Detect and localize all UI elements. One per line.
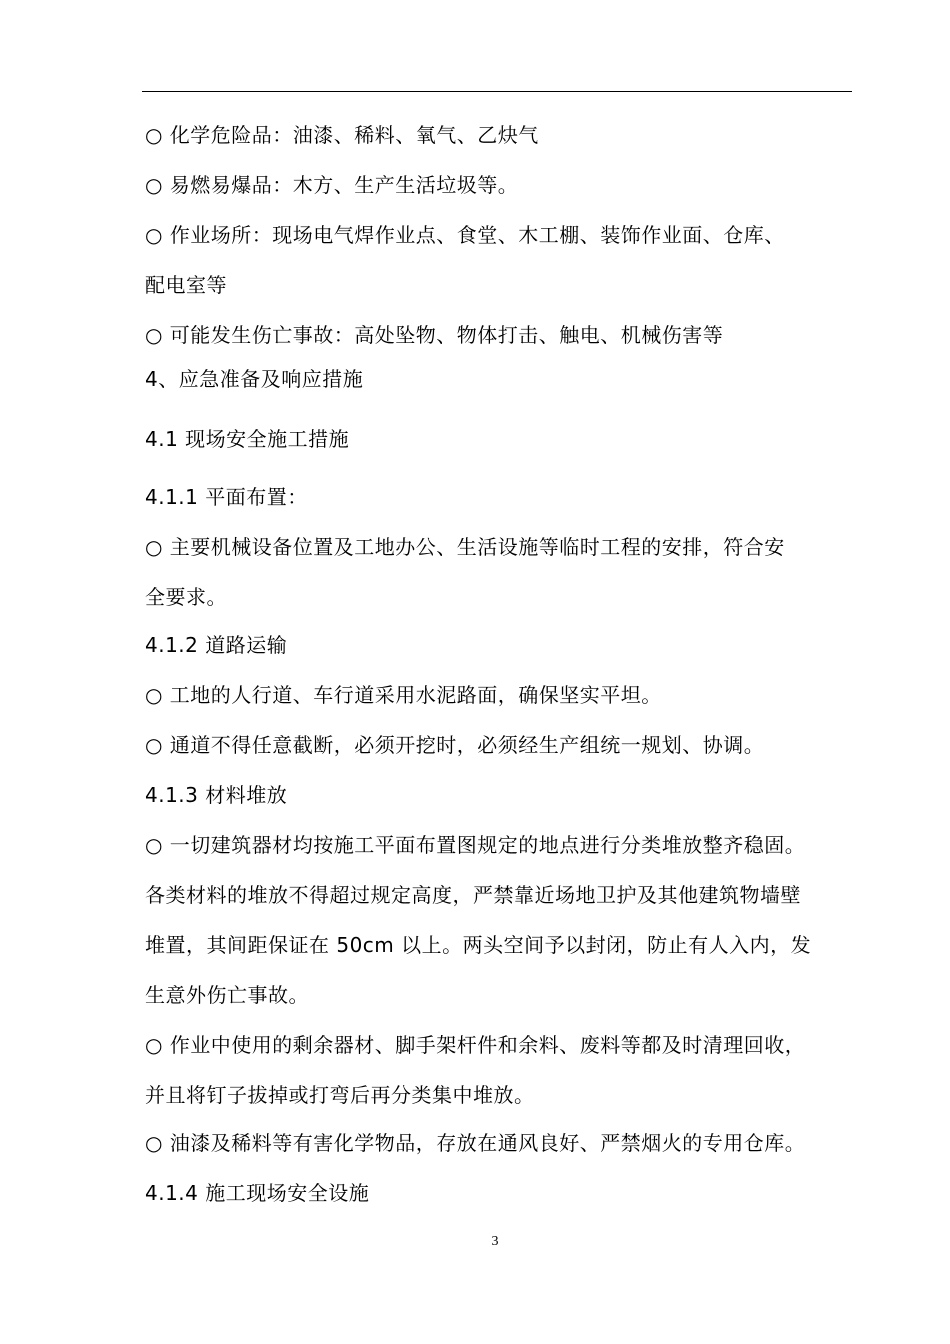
- text-line: 生意外伤亡事故。: [145, 983, 309, 1007]
- text-line: ○ 作业中使用的剩余器材、脚手架杆件和余料、废料等都及时清理回收，: [145, 1033, 806, 1057]
- section-heading: 4、应急准备及响应措施: [145, 367, 364, 391]
- text-line: ○ 可能发生伤亡事故：高处坠物、物体打击、触电、机械伤害等: [145, 323, 724, 347]
- text-line: ○ 通道不得任意截断，必须开挖时，必须经生产组统一规划、协调。: [145, 733, 765, 757]
- section-heading: 4.1.4 施工现场安全设施: [145, 1181, 370, 1205]
- header-rule: [142, 91, 852, 92]
- text-line: 配电室等: [145, 273, 227, 297]
- text-line: 堆置，其间距保证在 50cm 以上。两头空间予以封闭，防止有人入内，发: [145, 933, 812, 957]
- text-line: ○ 工地的人行道、车行道采用水泥路面，确保坚实平坦。: [145, 683, 662, 707]
- text-line: 全要求。: [145, 585, 227, 609]
- text-line: ○ 作业场所：现场电气焊作业点、食堂、木工棚、装饰作业面、仓库、: [145, 223, 785, 247]
- section-heading: 4.1.1 平面布置：: [145, 485, 308, 509]
- text-line: 各类材料的堆放不得超过规定高度，严禁靠近场地卫护及其他建筑物墙壁: [145, 883, 801, 907]
- section-heading: 4.1.2 道路运输: [145, 633, 288, 657]
- section-heading: 4.1.3 材料堆放: [145, 783, 288, 807]
- page-number: 3: [491, 1234, 499, 1249]
- section-heading: 4.1 现场安全施工措施: [145, 427, 350, 451]
- text-line: ○ 油漆及稀料等有害化学物品，存放在通风良好、严禁烟火的专用仓库。: [145, 1131, 806, 1155]
- text-line: ○ 易燃易爆品：木方、生产生活垃圾等。: [145, 173, 519, 197]
- text-line: 并且将钉子拔掉或打弯后再分类集中堆放。: [145, 1083, 535, 1107]
- text-line: ○ 化学危险品：油漆、稀料、氧气、乙炔气: [145, 123, 539, 147]
- text-line: ○ 一切建筑器材均按施工平面布置图规定的地点进行分类堆放整齐稳固。: [145, 833, 806, 857]
- text-line: ○ 主要机械设备位置及工地办公、生活设施等临时工程的安排，符合安: [145, 535, 785, 559]
